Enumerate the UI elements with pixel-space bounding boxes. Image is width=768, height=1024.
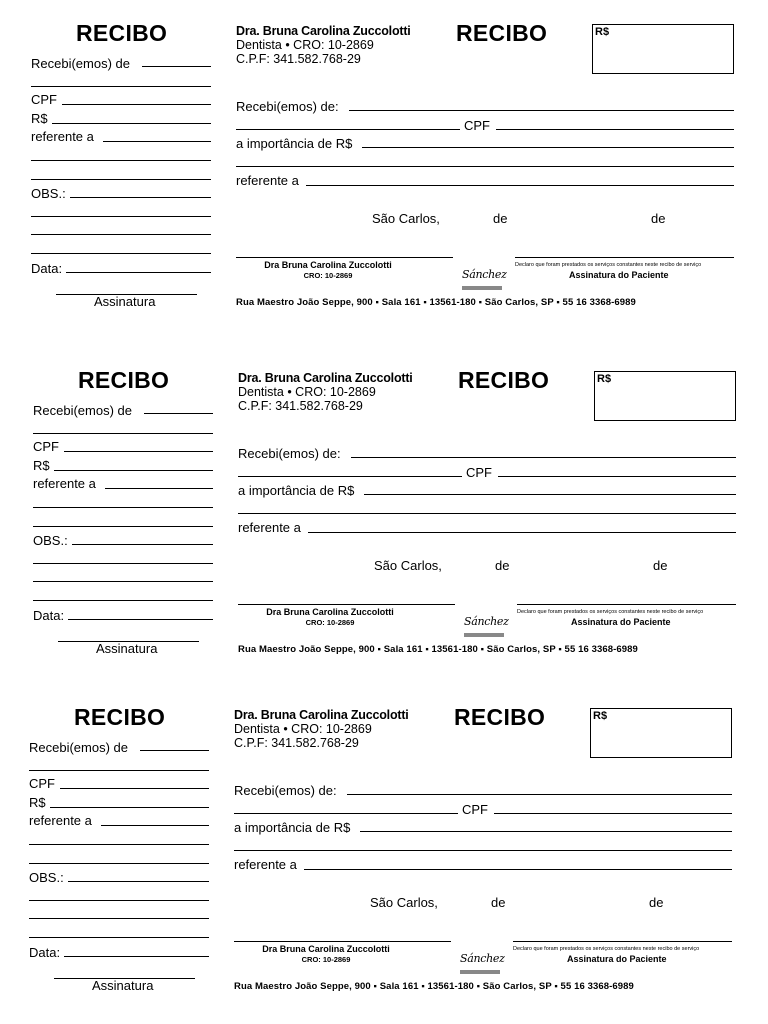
receipt-stub <box>30 20 215 320</box>
doctor-name: Dra. Bruna Carolina Zuccolotti <box>234 708 409 722</box>
main-amount-line[interactable] <box>360 831 732 832</box>
stub-amount-label: R$ <box>33 458 50 473</box>
receipt-1 <box>30 20 750 330</box>
patient-signature-label: Assinatura do Paciente <box>569 270 669 280</box>
amount-box[interactable] <box>592 24 734 74</box>
date-de-1: de <box>491 895 506 910</box>
stub-received-from-line[interactable] <box>142 66 211 67</box>
patient-signature-line[interactable] <box>515 257 734 258</box>
declaration-text: Declaro que foram prestados os serviços constantes neste recibo de serviço <box>517 609 704 615</box>
stub-received-from-label: Recebi(emos) de <box>31 56 130 71</box>
stub-regarding-label: referente a <box>29 813 92 828</box>
signature-doctor-name: Dra Bruna Carolina Zuccolotti <box>262 944 390 954</box>
logo-bar <box>464 633 504 637</box>
main-received-from-label: Recebi(emos) de: <box>236 99 339 114</box>
main-regarding-line[interactable] <box>304 869 732 870</box>
stub-signature-label: Assinatura <box>94 294 156 309</box>
doctor-info: Dentista • CRO: 10-2869 <box>236 38 374 52</box>
stub-regarding-line[interactable] <box>105 488 213 489</box>
stub-cpf-label: CPF <box>31 92 57 107</box>
doctor-signature-line[interactable] <box>234 941 451 942</box>
receipt-stub <box>32 367 217 667</box>
receipt-main <box>232 704 736 1004</box>
stub-line[interactable] <box>29 863 209 864</box>
stub-date-label: Data: <box>31 261 63 276</box>
stub-received-from-label: Recebi(emos) de <box>33 403 132 418</box>
amount-box-label: R$ <box>593 710 608 722</box>
city-label: São Carlos, <box>372 211 440 226</box>
receipt-3 <box>28 704 748 1014</box>
stub-date-line[interactable] <box>64 956 209 957</box>
stub-line[interactable] <box>31 253 211 254</box>
stub-regarding-label: referente a <box>33 476 96 491</box>
stub-line[interactable] <box>29 770 209 771</box>
patient-signature-line[interactable] <box>513 941 732 942</box>
logo-bar <box>460 970 500 974</box>
stub-amount-line[interactable] <box>52 123 211 124</box>
main-received-from-line[interactable] <box>347 794 732 795</box>
receipt-stub <box>28 704 213 1004</box>
date-de-2: de <box>653 558 668 573</box>
main-amount-line[interactable] <box>364 494 736 495</box>
main-cpf-label: CPF <box>462 802 488 817</box>
main-received-from-label: Recebi(emos) de: <box>238 446 341 461</box>
signature-doctor-name: Dra Bruna Carolina Zuccolotti <box>264 260 392 270</box>
stub-title: RECIBO <box>76 20 168 46</box>
city-label: São Carlos, <box>374 558 442 573</box>
doctor-cpf: C.P.F: 341.582.768-29 <box>234 736 359 750</box>
main-cpf-line[interactable] <box>494 813 732 814</box>
stub-received-from-line[interactable] <box>140 750 209 751</box>
stub-line[interactable] <box>33 507 213 508</box>
stub-line[interactable] <box>31 216 211 217</box>
doctor-signature-line[interactable] <box>238 604 455 605</box>
main-title: RECIBO <box>454 704 546 730</box>
stub-obs-label: OBS.: <box>29 870 64 885</box>
stub-line[interactable] <box>31 160 211 161</box>
signature-doctor-cro: CRO: 10-2869 <box>301 955 351 964</box>
stub-line[interactable] <box>33 526 213 527</box>
main-line[interactable] <box>236 129 460 130</box>
date-de-1: de <box>493 211 508 226</box>
stub-line[interactable] <box>33 581 213 582</box>
main-title: RECIBO <box>456 20 548 46</box>
stub-date-line[interactable] <box>66 272 211 273</box>
logo-text: Sánchez <box>460 952 505 965</box>
stub-signature-label: Assinatura <box>96 641 158 656</box>
main-line[interactable] <box>238 476 462 477</box>
stub-amount-line[interactable] <box>50 807 209 808</box>
signature-doctor-cro: CRO: 10-2869 <box>303 271 353 280</box>
stub-cpf-line[interactable] <box>62 104 211 105</box>
stub-obs-label: OBS.: <box>33 533 68 548</box>
stub-signature-label: Assinatura <box>92 978 154 993</box>
stub-received-from-line[interactable] <box>144 413 213 414</box>
doctor-info: Dentista • CRO: 10-2869 <box>238 385 376 399</box>
date-de-2: de <box>649 895 664 910</box>
doctor-cpf: C.P.F: 341.582.768-29 <box>238 399 363 413</box>
doctor-name: Dra. Bruna Carolina Zuccolotti <box>238 371 413 385</box>
amount-box[interactable] <box>590 708 732 758</box>
declaration-text: Declaro que foram prestados os serviços constantes neste recibo de serviço <box>513 946 700 952</box>
main-regarding-line[interactable] <box>308 532 736 533</box>
main-regarding-label: referente a <box>236 173 299 188</box>
patient-signature-line[interactable] <box>517 604 736 605</box>
address: Rua Maestro João Seppe, 900 ▪ Sala 161 ▪ 13561-180 ▪ São Carlos, SP ▪ 55 16 3368-6989 <box>238 644 638 655</box>
stub-obs-label: OBS.: <box>31 186 66 201</box>
stub-line[interactable] <box>33 563 213 564</box>
stub-date-label: Data: <box>29 945 61 960</box>
signature-doctor-name: Dra Bruna Carolina Zuccolotti <box>266 607 394 617</box>
sanchez-logo-icon <box>460 268 506 292</box>
stub-line[interactable] <box>29 900 209 901</box>
stub-line[interactable] <box>31 179 211 180</box>
stub-line[interactable] <box>29 918 209 919</box>
stub-regarding-line[interactable] <box>103 141 211 142</box>
receipt-main <box>236 367 740 667</box>
main-received-from-label: Recebi(emos) de: <box>234 783 337 798</box>
stub-amount-label: R$ <box>31 111 48 126</box>
receipt-main <box>234 20 738 320</box>
logo-text: Sánchez <box>462 268 507 281</box>
stub-regarding-line[interactable] <box>101 825 209 826</box>
logo-text: Sánchez <box>464 615 509 628</box>
main-received-from-line[interactable] <box>349 110 734 111</box>
stub-cpf-label: CPF <box>29 776 55 791</box>
stub-line[interactable] <box>33 600 213 601</box>
stub-obs-line[interactable] <box>68 881 209 882</box>
main-cpf-label: CPF <box>464 118 490 133</box>
amount-box[interactable] <box>594 371 736 421</box>
main-amount-label: a importância de R$ <box>238 483 355 498</box>
main-line[interactable] <box>238 513 736 514</box>
receipt-2 <box>32 367 752 677</box>
address: Rua Maestro João Seppe, 900 ▪ Sala 161 ▪ 13561-180 ▪ São Carlos, SP ▪ 55 16 3368-6989 <box>234 981 634 992</box>
stub-date-label: Data: <box>33 608 65 623</box>
main-line[interactable] <box>236 166 734 167</box>
main-cpf-line[interactable] <box>496 129 734 130</box>
signature-doctor-cro: CRO: 10-2869 <box>305 618 355 627</box>
stub-cpf-line[interactable] <box>60 788 209 789</box>
patient-signature-label: Assinatura do Paciente <box>571 617 671 627</box>
stub-received-from-label: Recebi(emos) de <box>29 740 128 755</box>
stub-line[interactable] <box>29 844 209 845</box>
amount-box-label: R$ <box>597 373 612 385</box>
main-cpf-label: CPF <box>466 465 492 480</box>
stub-date-line[interactable] <box>68 619 213 620</box>
date-de-1: de <box>495 558 510 573</box>
date-de-2: de <box>651 211 666 226</box>
stub-obs-line[interactable] <box>72 544 213 545</box>
doctor-signature-line[interactable] <box>236 257 453 258</box>
address: Rua Maestro João Seppe, 900 ▪ Sala 161 ▪ 13561-180 ▪ São Carlos, SP ▪ 55 16 3368-6989 <box>236 297 636 308</box>
main-line[interactable] <box>234 813 458 814</box>
doctor-info: Dentista • CRO: 10-2869 <box>234 722 372 736</box>
main-regarding-line[interactable] <box>306 185 734 186</box>
stub-amount-line[interactable] <box>54 470 213 471</box>
main-regarding-label: referente a <box>238 520 301 535</box>
doctor-name: Dra. Bruna Carolina Zuccolotti <box>236 24 411 38</box>
sanchez-logo-icon <box>462 615 508 639</box>
stub-line[interactable] <box>31 234 211 235</box>
stub-regarding-label: referente a <box>31 129 94 144</box>
amount-box-label: R$ <box>595 26 610 38</box>
main-line[interactable] <box>234 850 732 851</box>
stub-amount-label: R$ <box>29 795 46 810</box>
stub-cpf-line[interactable] <box>64 451 213 452</box>
main-cpf-line[interactable] <box>498 476 736 477</box>
patient-signature-label: Assinatura do Paciente <box>567 954 667 964</box>
main-received-from-line[interactable] <box>351 457 736 458</box>
city-label: São Carlos, <box>370 895 438 910</box>
doctor-cpf: C.P.F: 341.582.768-29 <box>236 52 361 66</box>
stub-cpf-label: CPF <box>33 439 59 454</box>
main-regarding-label: referente a <box>234 857 297 872</box>
stub-line[interactable] <box>31 86 211 87</box>
sanchez-logo-icon <box>458 952 504 976</box>
declaration-text: Declaro que foram prestados os serviços constantes neste recibo de serviço <box>515 262 702 268</box>
stub-title: RECIBO <box>78 367 170 393</box>
main-amount-label: a importância de R$ <box>234 820 351 835</box>
main-title: RECIBO <box>458 367 550 393</box>
logo-bar <box>462 286 502 290</box>
main-amount-line[interactable] <box>362 147 734 148</box>
stub-obs-line[interactable] <box>70 197 211 198</box>
main-amount-label: a importância de R$ <box>236 136 353 151</box>
stub-line[interactable] <box>29 937 209 938</box>
stub-line[interactable] <box>33 433 213 434</box>
stub-title: RECIBO <box>74 704 166 730</box>
